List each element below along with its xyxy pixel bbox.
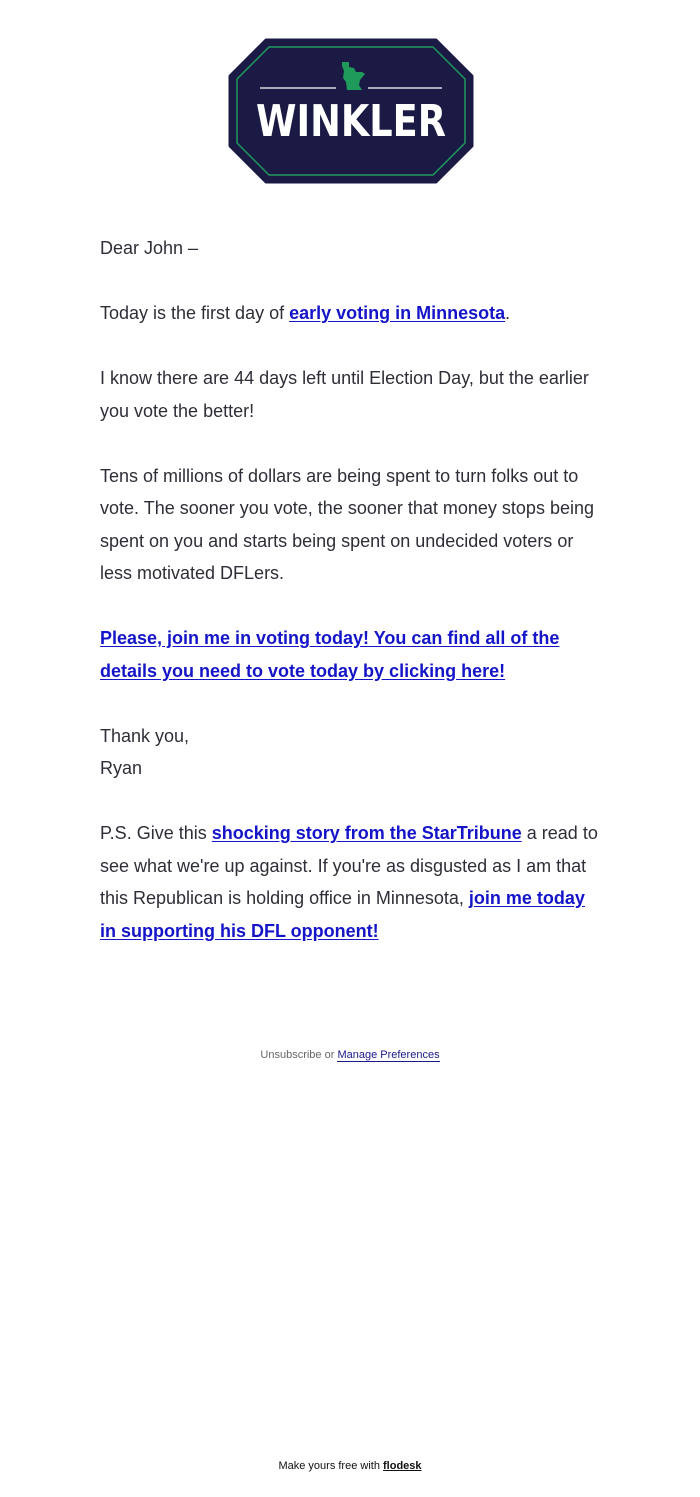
footer-preferences — [0, 1049, 700, 1061]
vote-today-link[interactable]: Please, join me in voting today! You can find all of the details you need to vote today by clicking here! — [100, 628, 560, 681]
greeting: Dear John – — [100, 238, 199, 258]
email-body — [100, 232, 600, 980]
signoff-line1: Thank you, — [100, 725, 190, 746]
winkler-logo — [228, 38, 474, 184]
unsubscribe-link[interactable]: Unsubscribe — [260, 1049, 322, 1061]
flodesk-link[interactable]: flodesk — [383, 1460, 422, 1472]
signoff — [100, 720, 600, 785]
footer-or: or — [321, 1049, 338, 1061]
ps-text-middle: a read to see what we're up against. If you're as disgusted as I am that this Republican is holding office in Minnesota, — [100, 823, 598, 908]
winkler-badge-graphic — [228, 38, 474, 184]
p1-text: Today is the first day of — [100, 303, 290, 323]
manage-preferences-link[interactable]: Manage Preferences — [337, 1049, 440, 1061]
ps-text-start: P.S. Give this — [100, 823, 212, 843]
signoff-name: Ryan — [100, 758, 143, 778]
p1-end: . — [505, 303, 511, 323]
logo-wordmark: WINKLER — [256, 96, 446, 147]
startribune-story-link[interactable]: shocking story from the StarTribune — [211, 823, 522, 843]
paragraph-days-left: I know there are 44 days left until Election Day, but the earlier you vote the better! — [100, 368, 589, 421]
support-dfl-opponent-link[interactable]: join me today in supporting his DFL opponent! — [100, 888, 585, 941]
made-with-flodesk — [0, 1460, 700, 1472]
made-with-text: Make yours free with — [278, 1460, 384, 1472]
paragraph-spending: Tens of millions of dollars are being spent to turn folks out to vote. The sooner you vote, the sooner that money stops being spent on you and starts being spent on undecided voters or less motivated DFLers. — [100, 465, 594, 583]
early-voting-link[interactable]: early voting in Minnesota — [289, 303, 506, 323]
paragraph-early-voting — [100, 297, 600, 330]
paragraph-cta — [100, 622, 600, 687]
paragraph-ps — [100, 817, 600, 947]
